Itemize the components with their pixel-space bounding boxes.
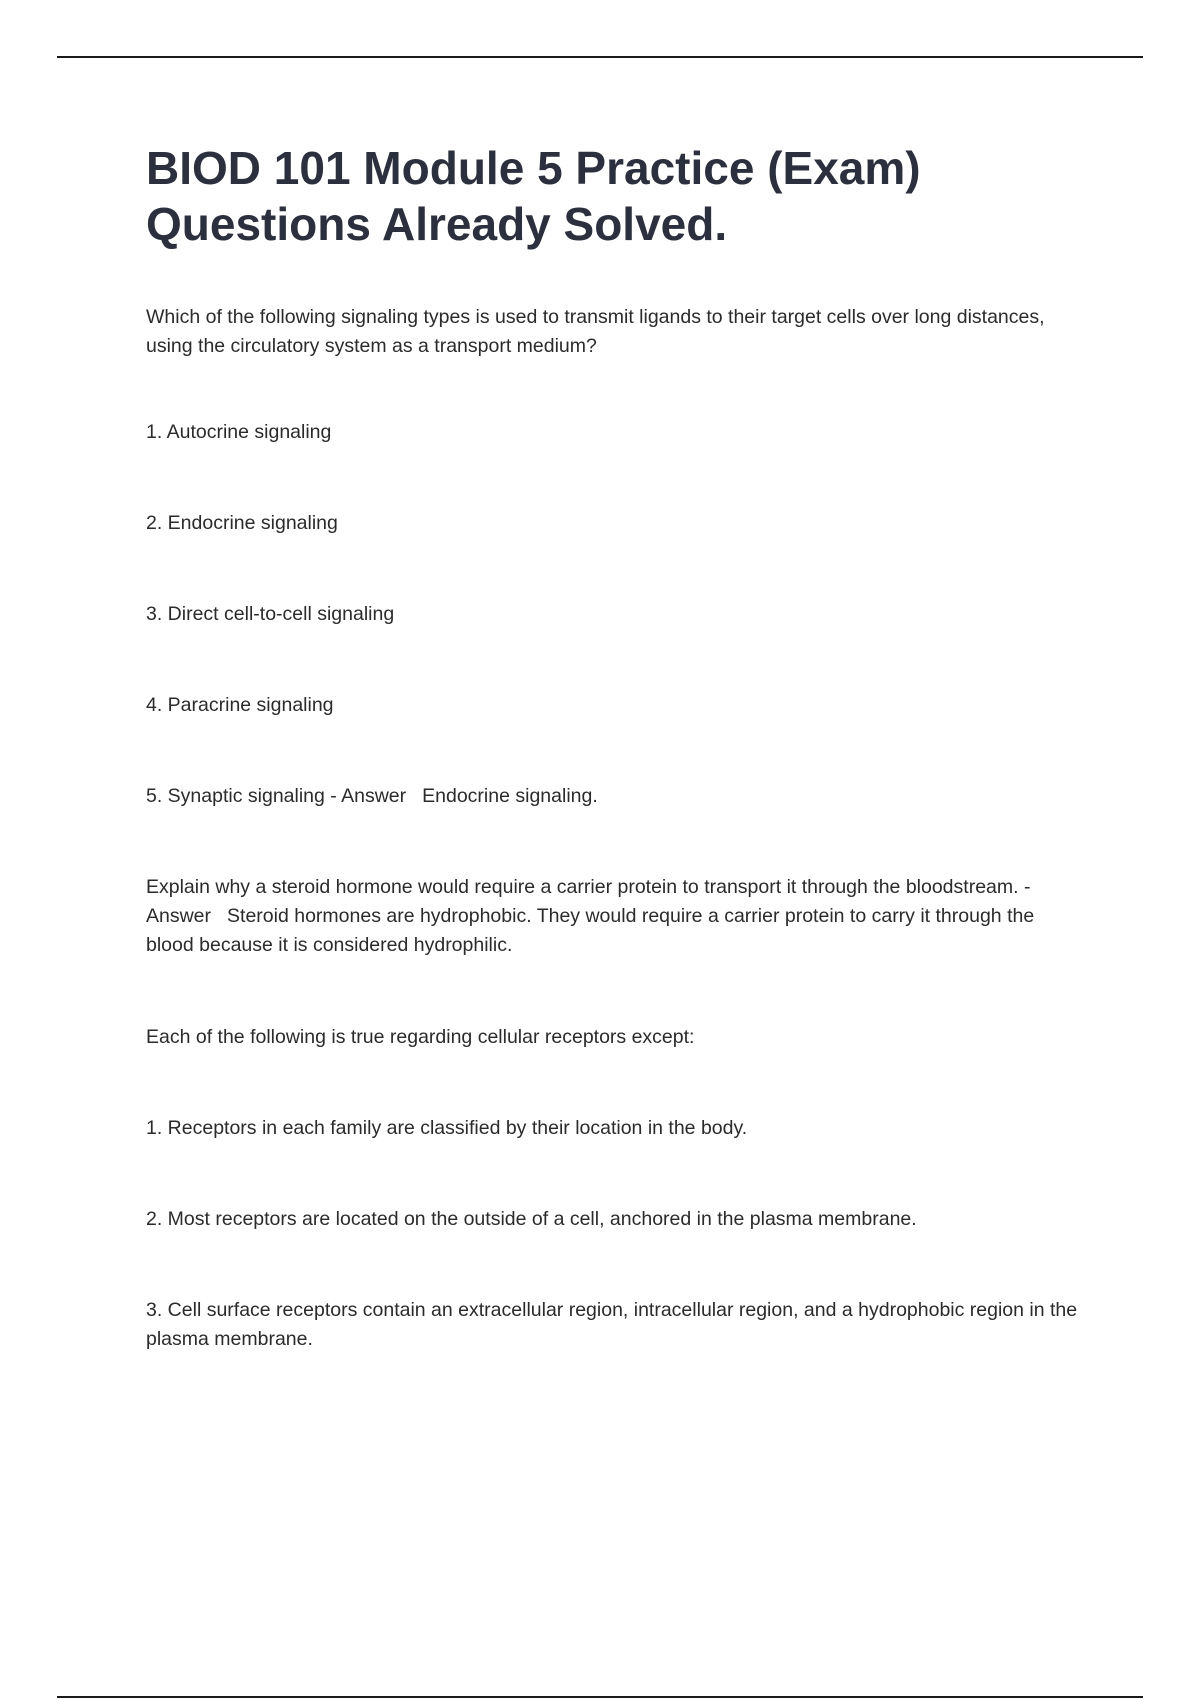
question-2-answer: Steroid hormones are hydrophobic. They would require a carrier protein to carry it through the blood because it is considered hydrophilic. [146,905,1035,956]
question-1-option-4: 4. Paracrine signaling [146,694,334,716]
question-3-text: Each of the following is true regarding cellular receptors except: [146,1026,695,1048]
question-3-option-3: 3. Cell surface receptors contain an extracellular region, intracellular region, and a hydrophobic region in the plasma membrane. [146,1299,1078,1350]
page-title [146,140,1086,252]
title-line-2: Questions Already Solved. [146,198,728,250]
document-page [146,140,1086,1350]
question-1-option-5: 5. Synaptic signaling - Answer [146,785,407,807]
question-1-option-3: 3. Direct cell-to-cell signaling [146,603,395,625]
question-2-answer-label: Answer [146,905,212,927]
top-rule [57,56,1143,58]
question-1-text: Which of the following signaling types is used to transmit ligands to their target cells over long distances, using the circulatory system as a transport medium? [146,306,1045,357]
question-3-option-1: 1. Receptors in each family are classified by their location in the body. [146,1117,748,1139]
question-1-answer: Endocrine signaling. [422,785,598,807]
question-1-option-2: 2. Endocrine signaling [146,512,338,534]
question-2-block [146,873,1086,960]
question-2-text: Explain why a steroid hormone would require a carrier protein to transport it through the bloodstream. - [146,876,1031,898]
question-1-option-1: 1. Autocrine signaling [146,421,332,443]
question-3-option-2: 2. Most receptors are located on the outside of a cell, anchored in the plasma membrane. [146,1208,917,1230]
question-1-option-5-answer [146,782,1086,811]
bottom-rule [57,1696,1143,1698]
title-line-1: BIOD 101 Module 5 Practice (Exam) [146,142,921,194]
